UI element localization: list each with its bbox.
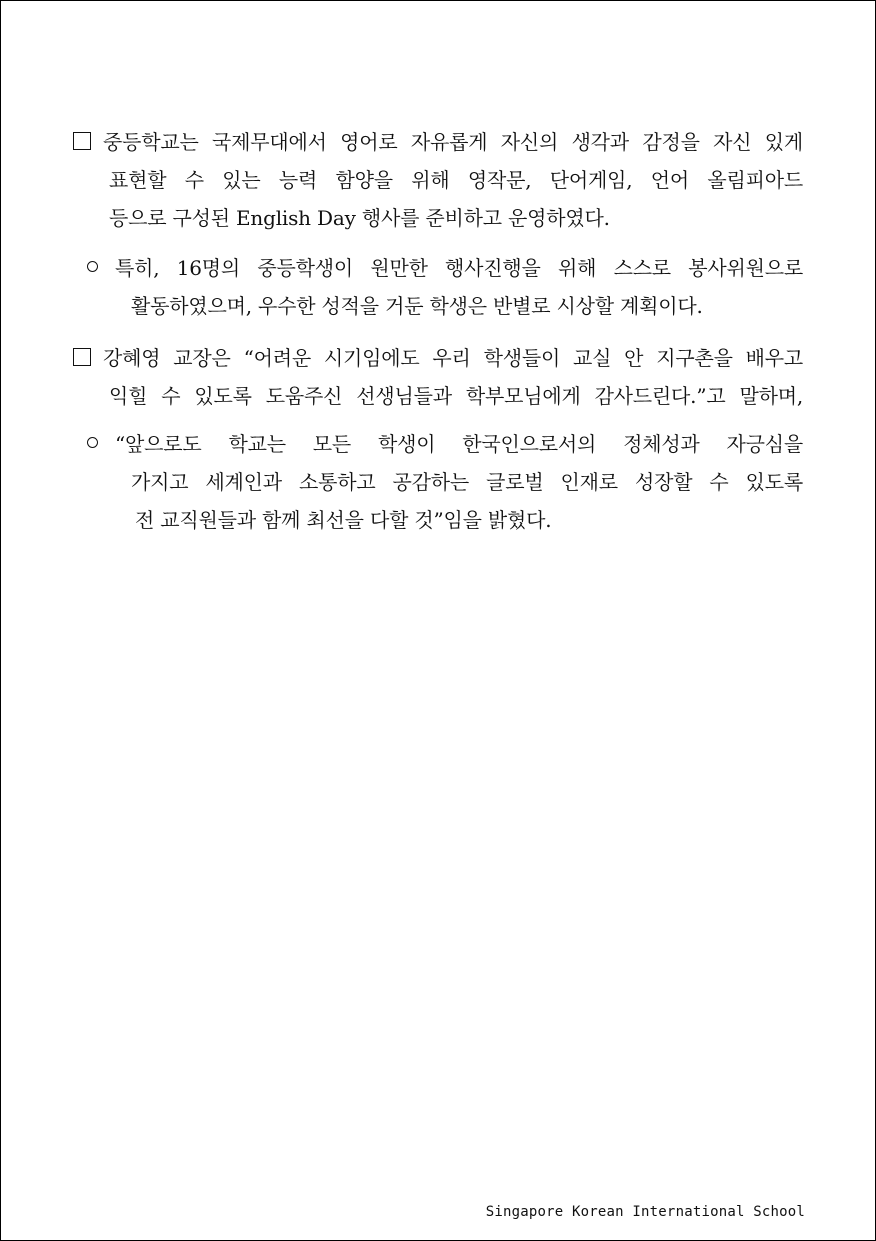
paragraph-line: 활동하였으며, 우수한 성적을 거둔 학생은 반별로 시상할 계획이다. (131, 294, 703, 318)
paragraph-line: 강혜영 교장은 “어려운 시기임에도 우리 학생들이 교실 안 지구촌을 배우고 (73, 339, 803, 377)
paragraph-4 (87, 425, 803, 539)
paragraph-line: 특히, 16명의 중등학생이 원만한 행사진행을 위해 스스로 봉사위원으로 (87, 249, 803, 287)
square-bullet-icon (73, 132, 91, 150)
paragraph-line: 가지고 세계인과 소통하고 공감하는 글로벌 인재로 성장할 수 있도록 (131, 470, 803, 494)
paragraph-line: 익힐 수 있도록 도움주신 선생님들과 학부모님에게 감사드린다.”고 말하며, (109, 384, 803, 408)
paragraph-line: 표현할 수 있는 능력 함양을 위해 영작문, 단어게임, 언어 올림피아드 (109, 168, 803, 192)
paragraph-line: 전 교직원들과 함께 최선을 다할 것”임을 밝혔다. (135, 508, 552, 532)
paragraph-line: 중등학교는 국제무대에서 영어로 자유롭게 자신의 생각과 감정을 자신 있게 (73, 123, 803, 161)
paragraph-3 (73, 339, 803, 415)
footer-school-name: Singapore Korean International School (485, 1204, 805, 1220)
paragraph-2 (87, 249, 803, 325)
paragraph-1 (73, 123, 803, 237)
circle-bullet-icon (87, 261, 98, 272)
circle-bullet-icon (87, 437, 98, 448)
square-bullet-icon (73, 348, 91, 366)
paragraph-line: 등으로 구성된 English Day 행사를 준비하고 운영하였다. (109, 206, 610, 230)
paragraph-line: “앞으로도 학교는 모든 학생이 한국인으로서의 정체성과 자긍심을 (87, 425, 803, 463)
